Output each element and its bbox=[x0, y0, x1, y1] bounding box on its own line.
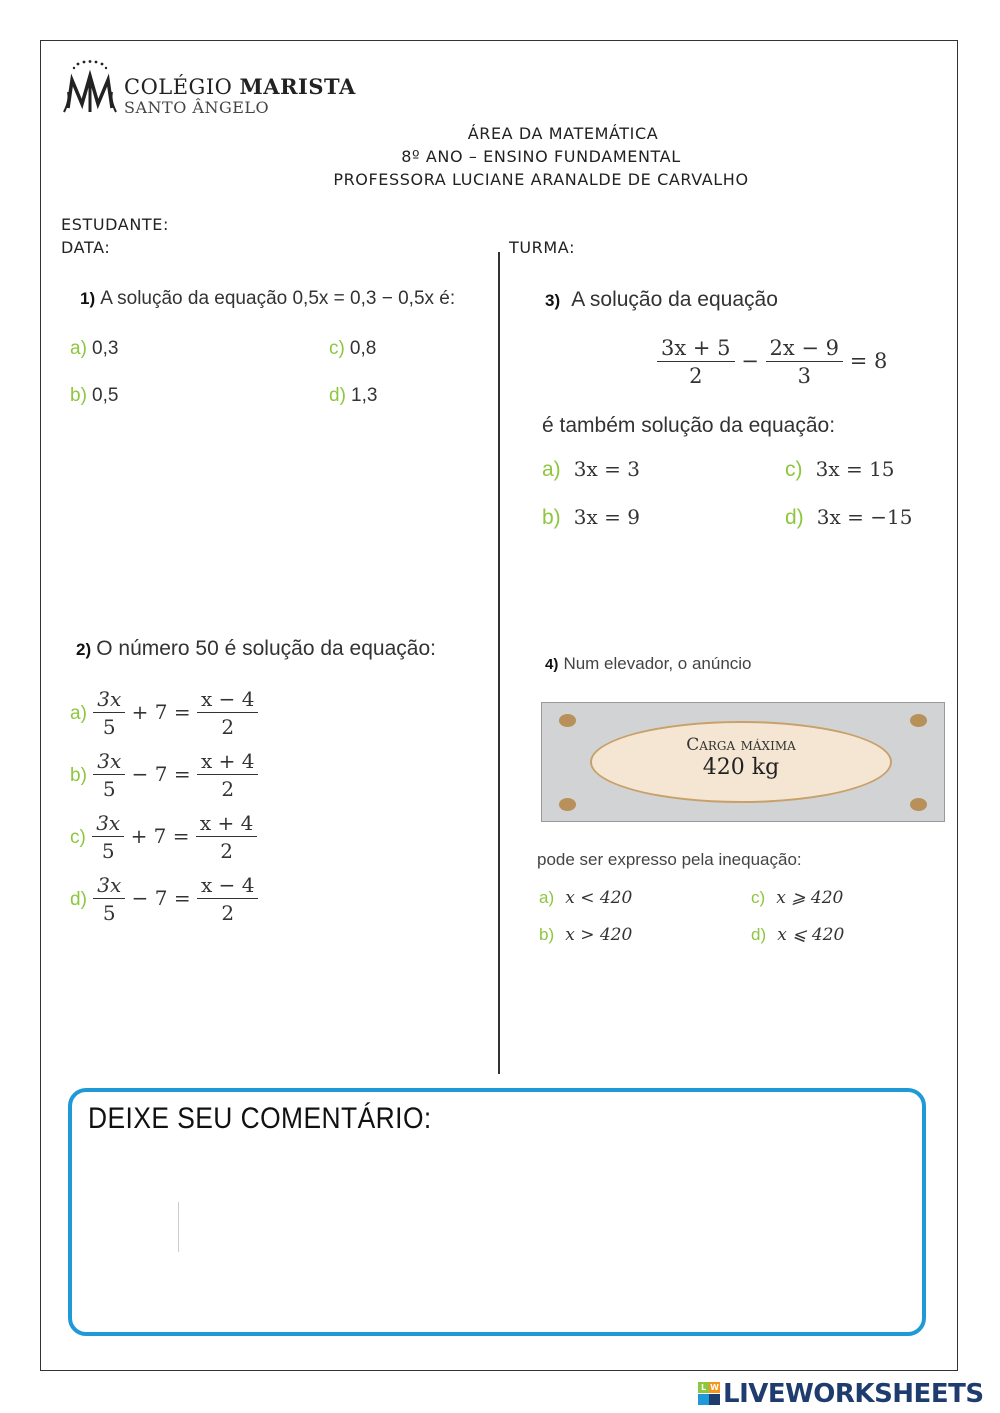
q3-equation bbox=[657, 335, 887, 390]
fraction-denominator: 2 bbox=[221, 777, 235, 801]
fraction-numerator: x − 4 bbox=[197, 686, 258, 713]
question-2-number: 2) bbox=[76, 640, 92, 659]
fraction-denominator: 5 bbox=[102, 715, 116, 739]
fraction-numerator: x − 4 bbox=[197, 872, 258, 899]
school-name bbox=[124, 74, 356, 99]
question-4-text: Num elevador, o anúncio bbox=[563, 654, 752, 673]
option-value: 3x = 9 bbox=[573, 505, 640, 529]
question-4-number: 4) bbox=[545, 656, 559, 673]
question-2-text: O número 50 é solução da equação: bbox=[96, 637, 436, 660]
question-2 bbox=[76, 637, 436, 661]
header-area: ÁREA DA MATEMÁTICA bbox=[467, 124, 659, 143]
q4-option-c[interactable] bbox=[751, 888, 843, 908]
liveworksheets-logo-icon bbox=[698, 1382, 720, 1406]
class-label: TURMA: bbox=[509, 238, 576, 257]
option-value: 3x = −15 bbox=[816, 505, 913, 529]
fraction-numerator: 3x bbox=[93, 686, 125, 713]
fraction-denominator: 2 bbox=[221, 715, 235, 739]
question-1 bbox=[80, 288, 455, 310]
option-letter: a) bbox=[542, 458, 561, 481]
q1-option-d[interactable] bbox=[329, 385, 377, 407]
column-divider bbox=[498, 252, 500, 1074]
logo-badge-w: W bbox=[710, 1383, 719, 1392]
q2-option-c[interactable] bbox=[70, 810, 257, 865]
question-3-text: A solução da equação bbox=[571, 288, 778, 311]
option-letter: b) bbox=[70, 765, 87, 786]
fraction-denominator: 2 bbox=[689, 364, 703, 388]
question-3-number: 3) bbox=[545, 291, 561, 310]
equation-operator: − 7 = bbox=[131, 886, 191, 910]
fraction-denominator: 5 bbox=[102, 901, 116, 925]
q1-option-c[interactable] bbox=[329, 338, 376, 360]
q3-option-c[interactable] bbox=[785, 457, 895, 482]
option-value: 0,8 bbox=[349, 338, 377, 359]
marist-emblem-icon bbox=[60, 58, 120, 118]
sign-plate bbox=[590, 721, 892, 803]
header-grade: 8º ANO – ENSINO FUNDAMENTAL bbox=[401, 147, 681, 166]
option-letter: a) bbox=[70, 703, 87, 724]
logo-badge-l: L bbox=[698, 1382, 709, 1393]
q4-option-a[interactable] bbox=[539, 888, 632, 908]
option-value: 0,3 bbox=[92, 338, 119, 359]
fraction-denominator: 2 bbox=[221, 901, 235, 925]
fraction-numerator: 2x − 9 bbox=[766, 335, 844, 362]
comment-box[interactable] bbox=[68, 1088, 926, 1336]
option-value: x ⩾ 420 bbox=[776, 888, 844, 908]
option-value: x ⩽ 420 bbox=[777, 925, 845, 945]
fraction-denominator: 2 bbox=[220, 839, 233, 863]
option-value: 1,3 bbox=[351, 385, 378, 406]
q3-option-b[interactable] bbox=[542, 505, 640, 530]
option-value: x < 420 bbox=[565, 888, 633, 908]
fraction-numerator: 3x bbox=[93, 872, 125, 899]
fraction-denominator: 5 bbox=[101, 839, 115, 863]
school-name-bold: MARISTA bbox=[239, 74, 356, 99]
screw-dot bbox=[910, 714, 927, 727]
option-value: 3x = 15 bbox=[815, 457, 895, 481]
option-letter: c) bbox=[329, 338, 345, 359]
q4-option-d[interactable] bbox=[751, 925, 844, 945]
option-letter: a) bbox=[70, 338, 87, 359]
q3-option-a[interactable] bbox=[542, 457, 640, 482]
q2-option-a[interactable] bbox=[70, 686, 258, 741]
question-3-subtext: é também solução da equação: bbox=[542, 414, 836, 437]
fraction-numerator: x + 4 bbox=[196, 810, 257, 837]
option-value: 0,5 bbox=[92, 385, 119, 406]
option-letter: c) bbox=[70, 827, 86, 848]
screw-dot bbox=[559, 798, 576, 811]
option-value: 3x = 3 bbox=[573, 457, 640, 481]
fraction-numerator: x + 4 bbox=[197, 748, 258, 775]
equation-operator: − bbox=[741, 349, 759, 373]
question-1-text: A solução da equação 0,5x = 0,3 − 0,5x é: bbox=[100, 288, 456, 309]
screw-dot bbox=[910, 798, 927, 811]
equation-rhs: = 8 bbox=[849, 349, 888, 373]
comment-title: DEIXE SEU COMENTÁRIO: bbox=[88, 1102, 432, 1135]
text-cursor bbox=[178, 1202, 179, 1252]
logo-square bbox=[709, 1394, 720, 1405]
q2-option-b[interactable] bbox=[70, 748, 258, 803]
fraction-numerator: 3x bbox=[92, 810, 124, 837]
option-letter: d) bbox=[785, 506, 804, 529]
q1-option-b[interactable] bbox=[70, 385, 118, 407]
option-letter: b) bbox=[542, 506, 561, 529]
option-letter: d) bbox=[70, 889, 87, 910]
q2-option-d[interactable] bbox=[70, 872, 258, 927]
question-1-number: 1) bbox=[80, 289, 96, 308]
option-letter: d) bbox=[329, 385, 346, 406]
liveworksheets-brand[interactable] bbox=[698, 1379, 984, 1409]
date-label: DATA: bbox=[61, 238, 111, 257]
school-logo bbox=[60, 58, 120, 118]
equation-operator: + 7 = bbox=[131, 700, 191, 724]
equation-operator: + 7 = bbox=[130, 824, 190, 848]
fraction-denominator: 3 bbox=[797, 364, 811, 388]
question-4 bbox=[545, 654, 752, 674]
school-name-light: COLÉGIO bbox=[124, 75, 233, 99]
question-4-subtext: pode ser expresso pela inequação: bbox=[537, 850, 802, 869]
fraction-denominator: 5 bbox=[102, 777, 116, 801]
option-letter: b) bbox=[70, 385, 87, 406]
option-letter: b) bbox=[539, 925, 555, 944]
fraction-numerator: 3x + 5 bbox=[657, 335, 735, 362]
option-letter: c) bbox=[785, 458, 803, 481]
option-letter: c) bbox=[751, 888, 766, 907]
option-letter: d) bbox=[751, 925, 767, 944]
elevator-sign bbox=[541, 702, 945, 822]
sign-line-1: Carga máxima bbox=[686, 735, 796, 755]
option-letter: a) bbox=[539, 888, 555, 907]
student-label: ESTUDANTE: bbox=[61, 215, 169, 234]
brand-name: LIVEWORKSHEETS bbox=[723, 1379, 984, 1409]
school-unit: SANTO ÂNGELO bbox=[124, 98, 270, 117]
logo-square bbox=[698, 1394, 709, 1405]
q3-option-d[interactable] bbox=[785, 505, 912, 530]
sign-line-2: 420 kg bbox=[702, 755, 780, 780]
option-value: x > 420 bbox=[565, 925, 633, 945]
q1-option-a[interactable] bbox=[70, 338, 118, 360]
equation-operator: − 7 = bbox=[131, 762, 191, 786]
q4-option-b[interactable] bbox=[539, 925, 632, 945]
header-teacher: PROFESSORA LUCIANE ARANALDE DE CARVALHO bbox=[333, 170, 749, 189]
question-3 bbox=[545, 288, 778, 312]
fraction-numerator: 3x bbox=[93, 748, 125, 775]
screw-dot bbox=[559, 714, 576, 727]
